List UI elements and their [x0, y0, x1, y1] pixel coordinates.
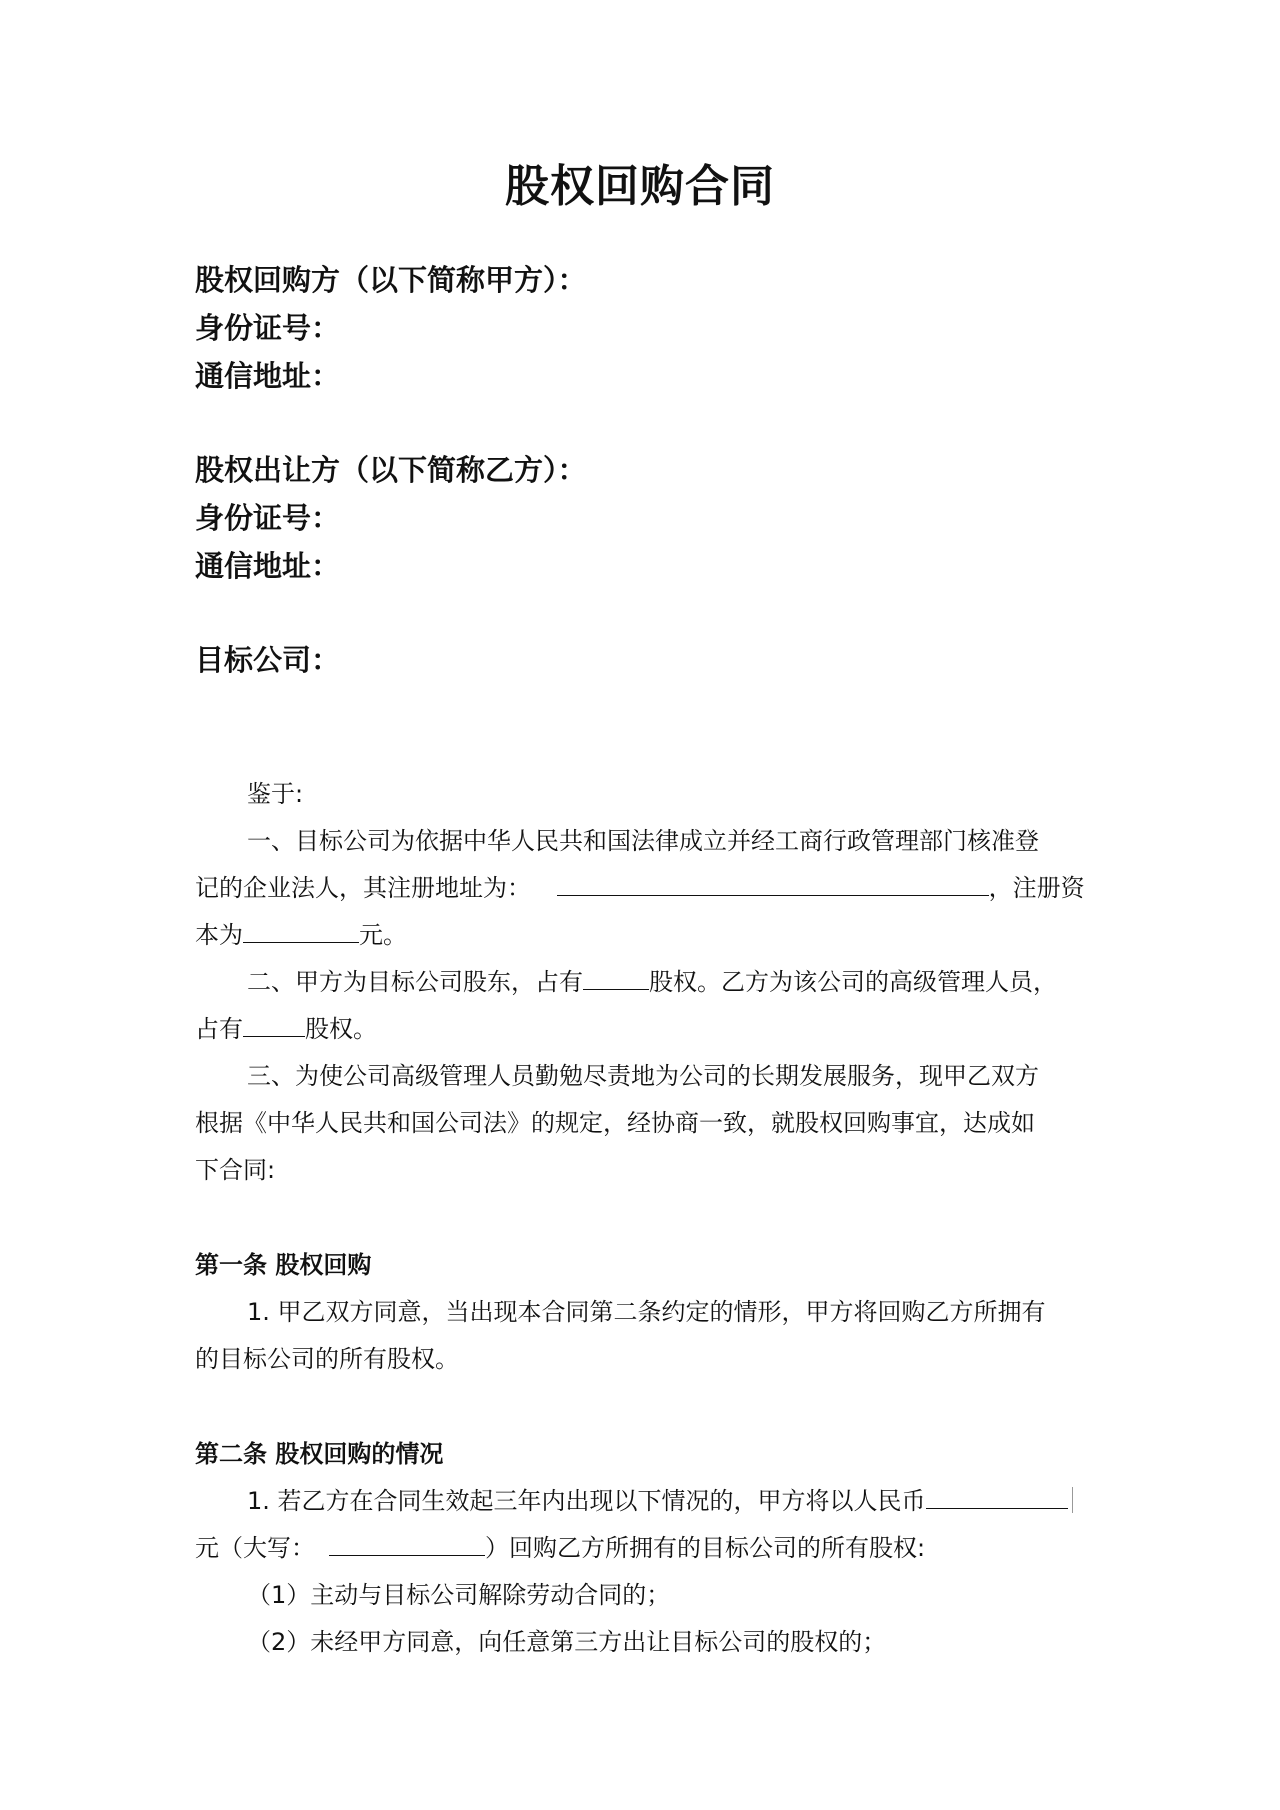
- buyback-amount-words-blank[interactable]: [329, 1533, 485, 1556]
- whereas-p1-line2-text-b: ，注册资: [988, 874, 1085, 902]
- article2-item1-line2-text-a: 元（大写：: [195, 1534, 315, 1562]
- article1-item1-line1: 1. 甲乙双方同意，当出现本合同第二条约定的情形，甲方将回购乙方所拥有: [247, 1298, 1046, 1326]
- article2-item1-line1-text: 1. 若乙方在合同生效起三年内出现以下情况的，甲方将以人民币: [247, 1487, 926, 1515]
- article2-item1-line1: [195, 1481, 1147, 1516]
- registered-capital-blank[interactable]: [243, 920, 359, 943]
- article1-item1-line2: 的目标公司的所有股权。: [195, 1345, 459, 1373]
- whereas-p1-line2-text-a: 记的企业法人，其注册地址为：: [195, 874, 531, 902]
- party-a-label: 股权回购方（以下简称甲方）：: [195, 263, 587, 297]
- document-title: 股权回购合同: [505, 161, 775, 212]
- article2-heading: 第二条 股权回购的情况: [195, 1440, 444, 1468]
- article2-sub1: （1）主动与目标公司解除劳动合同的；: [247, 1581, 671, 1609]
- text-cursor: [1072, 1487, 1073, 1513]
- party-a-id-label: 身份证号：: [195, 311, 341, 345]
- party-b-id-label: 身份证号：: [195, 501, 341, 535]
- whereas-p1-line2: [195, 868, 1095, 903]
- registered-address-blank[interactable]: [557, 873, 989, 896]
- whereas-p1-line3-text-a: 本为: [195, 921, 243, 949]
- party-b-share-blank[interactable]: [243, 1014, 305, 1037]
- whereas-p2-line2-text-b: 股权。: [305, 1015, 377, 1043]
- party-b-label: 股权出让方（以下简称乙方）：: [195, 453, 587, 487]
- whereas-p1-line1: 一、目标公司为依据中华人民共和国法律成立并经工商行政管理部门核准登: [247, 827, 1039, 855]
- buyback-amount-blank[interactable]: [926, 1486, 1068, 1509]
- whereas-p1-line3-text-b: 元。: [359, 921, 407, 949]
- whereas-p2-line2: [195, 1009, 1095, 1044]
- whereas-p2-line1-text-b: 股权。乙方为该公司的高级管理人员，: [649, 968, 1057, 996]
- whereas-p3-line3: 下合同:: [195, 1156, 276, 1184]
- whereas-p3-line2: 根据《中华人民共和国公司法》的规定，经协商一致，就股权回购事宜，达成如: [195, 1109, 1035, 1137]
- party-a-address-label: 通信地址：: [195, 359, 341, 393]
- whereas-intro: 鉴于:: [247, 780, 304, 808]
- party-a-share-blank[interactable]: [583, 967, 649, 990]
- whereas-p2-line1-text-a: 二、甲方为目标公司股东，占有: [247, 968, 583, 996]
- article2-item1-line2: [195, 1528, 1095, 1563]
- whereas-p2-line2-text-a: 占有: [195, 1015, 243, 1043]
- whereas-p2-line1: [195, 962, 1147, 997]
- whereas-p1-line3: [195, 915, 1095, 950]
- article2-item1-line2-text-b: ）回购乙方所拥有的目标公司的所有股权:: [485, 1534, 926, 1562]
- target-company-label: 目标公司：: [195, 643, 341, 677]
- whereas-p3-line1: 三、为使公司高级管理人员勤勉尽责地为公司的长期发展服务，现甲乙双方: [247, 1062, 1039, 1090]
- article2-sub2: （2）未经甲方同意，向任意第三方出让目标公司的股权的；: [247, 1628, 887, 1656]
- party-b-address-label: 通信地址：: [195, 549, 341, 583]
- article1-heading: 第一条 股权回购: [195, 1251, 372, 1279]
